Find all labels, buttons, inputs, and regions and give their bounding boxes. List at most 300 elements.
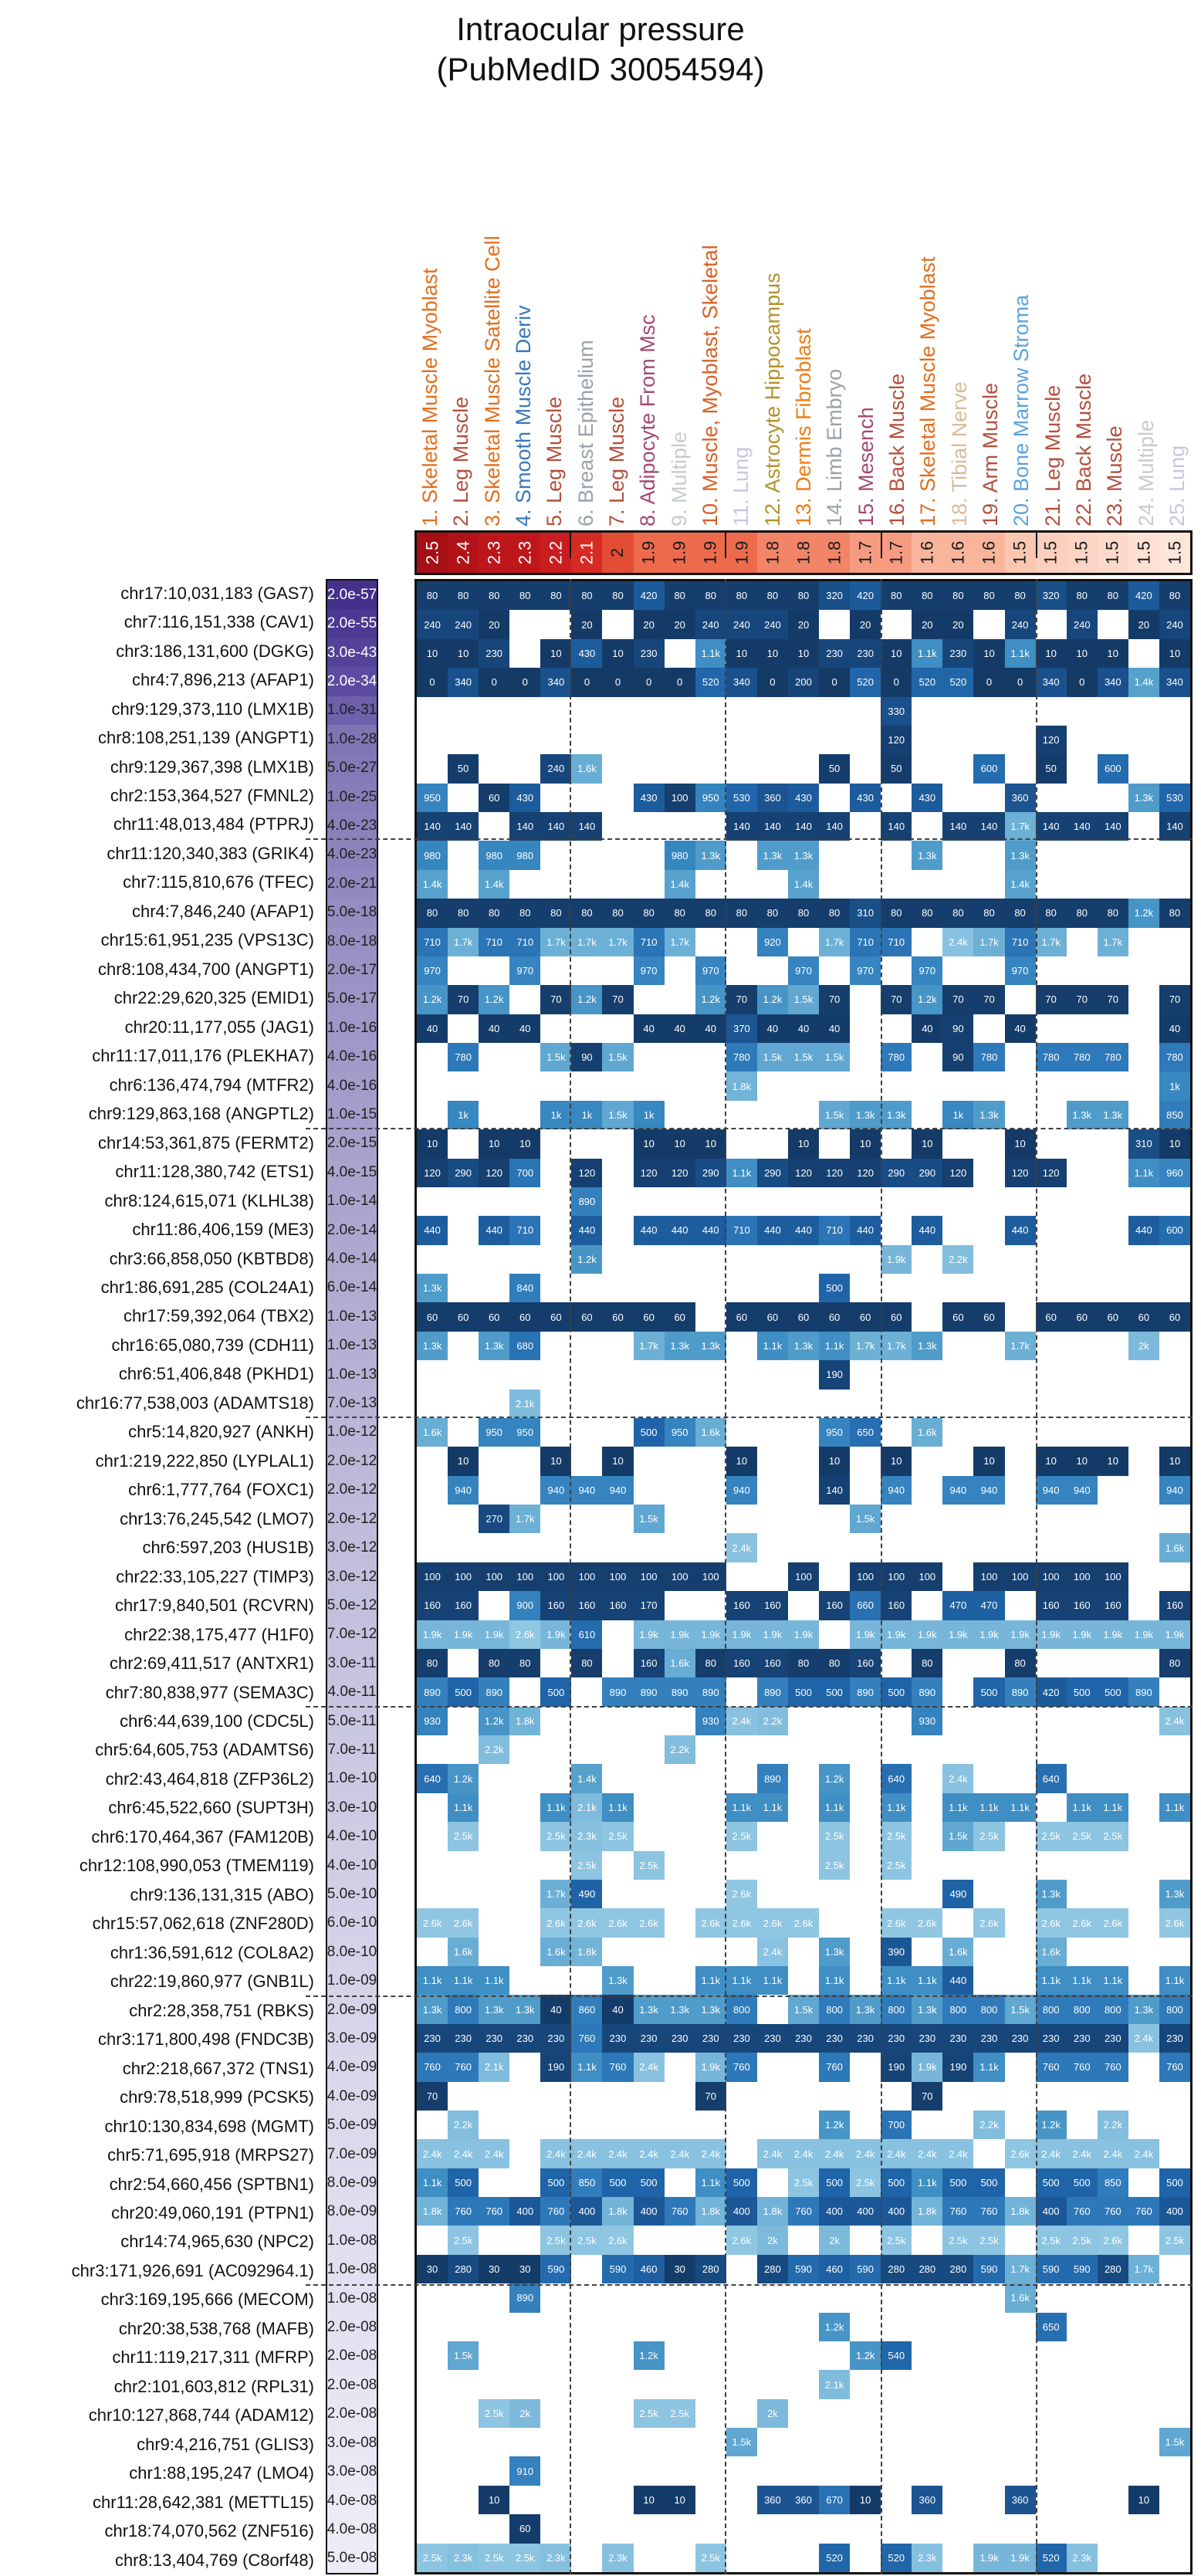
heatmap-cell: [881, 1390, 912, 1418]
heatmap-cell: 2.6k: [540, 1908, 571, 1937]
heatmap-cell: [602, 1764, 633, 1792]
column-header-label: 21. Leg Muscle: [1040, 384, 1064, 526]
pvalue-badge: 3.0e-08: [327, 2429, 377, 2457]
column-group-divider: [881, 579, 882, 2574]
pvalue-badge: 1.0e-31: [327, 696, 377, 725]
heatmap-cell: 700: [881, 2111, 912, 2139]
heatmap-cell: [942, 1418, 973, 1447]
heatmap-cell: [571, 1014, 602, 1043]
heatmap-cell: 70: [973, 985, 1004, 1014]
heatmap-cell: 710: [819, 1216, 850, 1244]
heatmap-cell: 60: [973, 1302, 1004, 1331]
heatmap-cell: [1128, 985, 1159, 1014]
heatmap-cell: 890: [1128, 1677, 1159, 1706]
heatmap-cell: [417, 2341, 448, 2370]
heatmap-cell: [1128, 2226, 1159, 2254]
heatmap-cell: 140: [881, 812, 912, 841]
heatmap-cell: 1.3k: [695, 1332, 726, 1360]
heatmap-cell: 1.3k: [850, 1995, 881, 2023]
scale-value: 1.8: [793, 540, 813, 565]
heatmap-cell: 80: [788, 899, 819, 927]
heatmap-cell: 80: [448, 581, 479, 610]
heatmap-cell: [417, 2486, 448, 2514]
heatmap-cell: [1036, 1101, 1067, 1129]
scale-value: 1.5: [1133, 540, 1153, 565]
heatmap-cell: 440: [665, 1216, 695, 1244]
heatmap-cell: [448, 2283, 479, 2312]
heatmap-cell: 1.3k: [912, 1995, 942, 2023]
heatmap-cell: [448, 1014, 479, 1043]
heatmap-cell: 2.5k: [850, 2168, 881, 2197]
heatmap-cell: 2.3k: [912, 2544, 942, 2572]
row-label: chr20:49,060,191 (PTPN1): [111, 2202, 314, 2222]
heatmap-cell: [1128, 1591, 1159, 1620]
heatmap-cell: 1.6k: [912, 1418, 942, 1447]
heatmap-cell: 10: [757, 639, 788, 668]
heatmap-cell: [417, 2428, 448, 2456]
heatmap-cell: 160: [819, 1591, 850, 1620]
heatmap-cell: 10: [973, 1447, 1004, 1475]
heatmap-cell: 230: [819, 2024, 850, 2053]
heatmap-cell: [1036, 1505, 1067, 1533]
heatmap-cell: [881, 1880, 912, 1908]
heatmap-cell: [881, 2399, 912, 2428]
heatmap-cell: [819, 956, 850, 985]
heatmap-cell: 80: [540, 899, 571, 927]
pvalue-column: [326, 579, 378, 2574]
heatmap-cell: [1067, 2341, 1098, 2370]
heatmap-cell: [665, 2283, 695, 2312]
heatmap-cell: [602, 2370, 633, 2398]
heatmap-cell: 600: [1098, 754, 1128, 783]
heatmap-cell: 70: [912, 2082, 942, 2111]
heatmap-cell: 640: [417, 1764, 448, 1792]
heatmap-cell: 290: [695, 1159, 726, 1187]
heatmap-cell: [1067, 2313, 1098, 2341]
heatmap-cell: [1005, 2341, 1036, 2370]
heatmap-cell: [942, 2283, 973, 2312]
row-label: chr4:7,846,240 (AFAP1): [131, 901, 314, 921]
heatmap-cell: 240: [726, 610, 757, 638]
heatmap-cell: 40: [1005, 1014, 1036, 1043]
heatmap-cell: [757, 2168, 788, 2197]
heatmap-cell: 2.6k: [881, 1908, 912, 1937]
heatmap-cell: [1128, 1533, 1159, 1562]
heatmap-cell: [973, 841, 1004, 869]
heatmap-cell: 500: [1098, 1677, 1128, 1706]
heatmap-cell: [1067, 2428, 1098, 2456]
heatmap-cell: 760: [1098, 2053, 1128, 2081]
heatmap-cell: 500: [726, 2168, 757, 2197]
heatmap-cell: [1067, 1129, 1098, 1158]
heatmap-cell: 230: [1098, 2024, 1128, 2053]
heatmap-cell: 460: [819, 2255, 850, 2283]
heatmap-cell: [757, 1101, 788, 1129]
heatmap-cell: [571, 2486, 602, 2514]
row-label: chr11:128,380,742 (ETS1): [115, 1162, 314, 1182]
heatmap-cell: [912, 1764, 942, 1792]
heatmap-cell: 500: [1067, 1677, 1098, 1706]
heatmap-cell: [973, 1764, 1004, 1792]
heatmap-cell: [1098, 1764, 1128, 1792]
heatmap-cell: [1005, 2399, 1036, 2428]
column-header-label: 5. Leg Muscle: [543, 396, 567, 526]
heatmap-cell: 70: [726, 985, 757, 1014]
heatmap-cell: 2.5k: [942, 2226, 973, 2254]
heatmap-cell: 1.2k: [571, 1245, 602, 1274]
heatmap-cell: [850, 2370, 881, 2398]
heatmap-cell: [665, 812, 695, 841]
heatmap-cell: 1.9k: [881, 1620, 912, 1649]
heatmap-cell: 1.1k: [881, 1793, 912, 1822]
heatmap-cell: [973, 2486, 1004, 2514]
heatmap-cell: [571, 1735, 602, 1764]
heatmap-cell: [850, 2544, 881, 2572]
heatmap-cell: 980: [665, 841, 695, 869]
heatmap-cell: [912, 1274, 942, 1302]
heatmap-cell: [509, 639, 540, 668]
row-label: chr17:9,840,501 (RCVRN): [114, 1596, 314, 1616]
heatmap-cell: [942, 1216, 973, 1244]
heatmap-cell: 900: [509, 1591, 540, 1620]
heatmap-cell: 980: [509, 841, 540, 869]
heatmap-cell: 1.5k: [757, 1043, 788, 1071]
heatmap-cell: 1.5k: [602, 1101, 633, 1129]
heatmap-cell: [726, 2514, 757, 2543]
heatmap-cell: [819, 1533, 850, 1562]
heatmap-cell: 1.1k: [973, 2053, 1004, 2081]
heatmap-cell: [1036, 1014, 1067, 1043]
heatmap-cell: 2.6k: [509, 1620, 540, 1649]
heatmap-cell: 2.5k: [479, 2399, 509, 2428]
heatmap-cell: [1005, 2514, 1036, 2543]
scale-cell: [634, 533, 665, 573]
heatmap-cell: 420: [1036, 1677, 1067, 1706]
heatmap-cell: 10: [602, 639, 633, 668]
pvalue-badge: 7.0e-12: [327, 1620, 377, 1649]
row-label: chr22:38,175,477 (H1F0): [124, 1624, 314, 1644]
heatmap-cell: 1.8k: [417, 2197, 448, 2226]
heatmap-cell: 930: [912, 1707, 942, 1735]
heatmap-cell: [1098, 1476, 1128, 1505]
heatmap-cell: 60: [757, 1302, 788, 1331]
heatmap-cell: 160: [726, 1591, 757, 1620]
row-label: chr2:153,364,527 (FMNL2): [110, 786, 314, 806]
heatmap-cell: 1.3k: [819, 1938, 850, 1966]
heatmap-cell: [602, 1360, 633, 1389]
heatmap-cell: [819, 1562, 850, 1591]
scale-cell: [881, 533, 912, 573]
heatmap-cell: 1.1k: [1098, 1966, 1128, 1995]
heatmap-cell: 760: [973, 2197, 1004, 2226]
heatmap-cell: [757, 2111, 788, 2139]
heatmap-cell: [479, 2514, 509, 2543]
heatmap-cell: [665, 2111, 695, 2139]
heatmap-cell: [757, 1129, 788, 1158]
heatmap-cell: 700: [509, 1159, 540, 1187]
heatmap-cell: 1.6k: [665, 1649, 695, 1677]
heatmap-cell: [850, 2226, 881, 2254]
heatmap-cell: 0: [509, 668, 540, 696]
heatmap-cell: [912, 754, 942, 783]
heatmap-cell: [602, 1851, 633, 1880]
heatmap-cell: 420: [850, 581, 881, 610]
heatmap-cell: 100: [665, 784, 695, 812]
heatmap-cell: [881, 610, 912, 638]
heatmap-cell: [1098, 1274, 1128, 1302]
heatmap-cell: [479, 1043, 509, 1071]
heatmap-cell: [912, 2226, 942, 2254]
pvalue-badge: 4.0e-11: [327, 1677, 377, 1706]
heatmap-cell: [634, 2456, 665, 2485]
heatmap-cell: [665, 1245, 695, 1274]
heatmap-cell: 230: [819, 639, 850, 668]
heatmap-cell: [695, 2428, 726, 2456]
heatmap-cell: [973, 2341, 1004, 2370]
heatmap-cell: [912, 1591, 942, 1620]
heatmap-cell: 100: [509, 1562, 540, 1591]
heatmap-cell: 80: [973, 899, 1004, 927]
heatmap-cell: 850: [571, 2168, 602, 2197]
heatmap-cell: [665, 1591, 695, 1620]
heatmap-cell: 1.5k: [788, 1043, 819, 1071]
heatmap-cell: 600: [1159, 1216, 1190, 1244]
heatmap-cell: [1128, 1822, 1159, 1850]
heatmap-cell: [1098, 1649, 1128, 1677]
heatmap-cell: 60: [881, 1302, 912, 1331]
heatmap-cell: 490: [942, 1880, 973, 1908]
heatmap-cell: 100: [602, 1562, 633, 1591]
scale-cell: [540, 533, 571, 573]
column-header-label: 13. Dermis Fibroblast: [792, 328, 815, 526]
heatmap-cell: [973, 784, 1004, 812]
heatmap-cell: 680: [509, 1332, 540, 1360]
heatmap-cell: [912, 1447, 942, 1475]
heatmap-cell: 1.3k: [757, 841, 788, 869]
row-label: chr9:136,131,315 (ABO): [130, 1884, 314, 1904]
heatmap-cell: 1.8k: [571, 1938, 602, 1966]
heatmap-cell: [881, 1014, 912, 1043]
heatmap-cell: 1.7k: [973, 928, 1004, 956]
heatmap-cell: [912, 1245, 942, 1274]
heatmap-cell: [1128, 1505, 1159, 1533]
heatmap-cell: 160: [757, 1591, 788, 1620]
heatmap-cell: 1.1k: [726, 1966, 757, 1995]
heatmap-cell: [417, 1390, 448, 1418]
heatmap-cell: 1.5k: [788, 985, 819, 1014]
pvalue-badge: 2.0e-55: [327, 609, 377, 638]
heatmap-cell: [634, 697, 665, 726]
heatmap-cell: [1005, 1043, 1036, 1071]
heatmap-cell: 40: [819, 1014, 850, 1043]
heatmap-cell: [788, 1245, 819, 1274]
heatmap-cell: [973, 2313, 1004, 2341]
heatmap-cell: [571, 1418, 602, 1447]
heatmap-cell: 400: [509, 2197, 540, 2226]
heatmap-cell: 80: [881, 899, 912, 927]
heatmap-cell: 80: [912, 581, 942, 610]
heatmap-cell: [1067, 726, 1098, 754]
heatmap-cell: 2.3k: [571, 1822, 602, 1850]
column-header-label: 23. Muscle: [1103, 425, 1127, 526]
heatmap-cell: [881, 841, 912, 869]
heatmap-cell: 200: [788, 668, 819, 696]
row-label: chr2:69,411,517 (ANTXR1): [110, 1654, 314, 1674]
heatmap-cell: 440: [571, 1216, 602, 1244]
heatmap-cell: [1128, 1274, 1159, 1302]
heatmap-cell: [540, 1735, 571, 1764]
heatmap-cell: 60: [665, 1302, 695, 1331]
pvalue-badge: 1.0e-08: [327, 2226, 377, 2255]
pvalue-badge: 1.0e-10: [327, 1765, 377, 1793]
heatmap-cell: 370: [726, 1014, 757, 1043]
heatmap-cell: 760: [1159, 2053, 1190, 2081]
heatmap-cell: [726, 2399, 757, 2428]
heatmap-cell: [942, 2111, 973, 2139]
heatmap-cell: [726, 956, 757, 985]
heatmap-cell: [571, 697, 602, 726]
heatmap-cell: 2.5k: [1067, 1822, 1098, 1850]
heatmap-cell: [757, 697, 788, 726]
heatmap-cell: [1098, 2486, 1128, 2514]
heatmap-cell: [912, 1043, 942, 1071]
heatmap-cell: [665, 1187, 695, 1216]
heatmap-cell: 280: [881, 2255, 912, 2283]
heatmap-cell: [1005, 1707, 1036, 1735]
heatmap-cell: 2.5k: [540, 2226, 571, 2254]
heatmap-cell: 400: [571, 2197, 602, 2226]
heatmap-cell: [850, 697, 881, 726]
heatmap-cell: [1128, 1418, 1159, 1447]
heatmap-cell: [850, 1274, 881, 1302]
pvalue-badge: 2.0e-34: [327, 667, 377, 696]
heatmap-cell: [1098, 1418, 1128, 1447]
heatmap-cell: 2.1k: [509, 1390, 540, 1418]
heatmap-cell: [850, 1390, 881, 1418]
heatmap-cell: 230: [634, 2024, 665, 2053]
pvalue-badge: 4.0e-23: [327, 841, 377, 869]
heatmap-cell: 2.5k: [448, 2226, 479, 2254]
heatmap-cell: [634, 1764, 665, 1792]
heatmap-cell: 120: [788, 1159, 819, 1187]
heatmap-cell: [665, 985, 695, 1014]
heatmap-cell: 2.4k: [571, 2139, 602, 2168]
heatmap-cell: [695, 2399, 726, 2428]
heatmap-cell: 60: [509, 1302, 540, 1331]
heatmap-cell: [571, 1332, 602, 1360]
heatmap-cell: [1128, 1851, 1159, 1880]
heatmap-cell: 20: [665, 610, 695, 638]
heatmap-cell: 940: [726, 1476, 757, 1505]
heatmap-cell: [602, 2341, 633, 2370]
heatmap-cell: 30: [479, 2255, 509, 2283]
heatmap-cell: [1098, 2428, 1128, 2456]
heatmap-cell: 500: [973, 2168, 1004, 2197]
heatmap-cell: 710: [509, 1216, 540, 1244]
heatmap-cell: [973, 2283, 1004, 2312]
scale-value: 1.8: [824, 540, 844, 565]
row-label: chr3:169,195,666 (MECOM): [100, 2290, 314, 2310]
heatmap-cell: [1005, 726, 1036, 754]
heatmap-cell: [1005, 2082, 1036, 2111]
heatmap-cell: [1098, 2313, 1128, 2341]
heatmap-cell: [448, 1851, 479, 1880]
scale-cell: [973, 533, 1004, 573]
heatmap-cell: 930: [417, 1707, 448, 1735]
heatmap-cell: [757, 1505, 788, 1533]
heatmap-cell: [509, 726, 540, 754]
pvalue-badge: 3.0e-09: [327, 2024, 377, 2053]
pvalue-badge: 3.0e-12: [327, 1533, 377, 1562]
heatmap-cell: 800: [1098, 1995, 1128, 2023]
heatmap-cell: 20: [1128, 610, 1159, 638]
heatmap-cell: [695, 1793, 726, 1822]
heatmap-cell: [1098, 1187, 1128, 1216]
column-header-label: 9. Multiple: [667, 431, 691, 526]
heatmap-cell: 80: [602, 581, 633, 610]
heatmap-cell: 2.6k: [1067, 1908, 1098, 1937]
heatmap-cell: 760: [788, 2197, 819, 2226]
heatmap-cell: [942, 1649, 973, 1677]
heatmap-cell: [1067, 928, 1098, 956]
heatmap-cell: [881, 2370, 912, 2398]
heatmap-cell: 80: [1098, 581, 1128, 610]
row-label: chr12:108,990,053 (TMEM119): [79, 1856, 314, 1876]
heatmap-cell: [788, 2514, 819, 2543]
heatmap-cell: [912, 1071, 942, 1100]
heatmap-cell: [448, 841, 479, 869]
heatmap-cell: [479, 726, 509, 754]
heatmap-cell: 590: [1067, 2255, 1098, 2283]
heatmap-cell: [973, 870, 1004, 899]
heatmap-cell: 80: [912, 899, 942, 927]
heatmap-cell: 1.4k: [1128, 668, 1159, 696]
heatmap-cell: 1.4k: [571, 1764, 602, 1792]
heatmap-cell: [881, 2456, 912, 2485]
heatmap-cell: [1036, 2283, 1067, 2312]
heatmap-cell: 1.3k: [850, 1101, 881, 1129]
heatmap-cell: 420: [1128, 581, 1159, 610]
heatmap-cell: [973, 1390, 1004, 1418]
heatmap-cell: [1128, 1071, 1159, 1100]
heatmap-cell: [942, 1505, 973, 1533]
heatmap-cell: [788, 1591, 819, 1620]
pvalue-badge: 1.0e-13: [327, 1360, 377, 1389]
heatmap-cell: [1159, 754, 1190, 783]
heatmap-cell: 80: [788, 581, 819, 610]
heatmap-cell: 1.9k: [540, 1620, 571, 1649]
heatmap-cell: [1036, 1216, 1067, 1244]
heatmap-cell: [973, 2514, 1004, 2543]
heatmap-cell: 70: [1098, 985, 1128, 1014]
heatmap-cell: [665, 1533, 695, 1562]
heatmap-cell: 40: [509, 1014, 540, 1043]
heatmap-cell: 10: [1036, 639, 1067, 668]
heatmap-cell: [1005, 1851, 1036, 1880]
heatmap-cell: [1005, 1505, 1036, 1533]
heatmap-cell: 500: [881, 2168, 912, 2197]
heatmap-cell: 940: [448, 1476, 479, 1505]
heatmap-cell: 760: [571, 2024, 602, 2053]
heatmap-cell: [1005, 2456, 1036, 2485]
heatmap-cell: [1159, 2341, 1190, 2370]
heatmap-cell: [819, 2514, 850, 2543]
heatmap-cell: 20: [850, 610, 881, 638]
heatmap-cell: 100: [479, 1562, 509, 1591]
heatmap-cell: [540, 1159, 571, 1187]
heatmap-cell: [1159, 1764, 1190, 1792]
row-label: chr6:136,474,794 (MTFR2): [109, 1075, 314, 1095]
